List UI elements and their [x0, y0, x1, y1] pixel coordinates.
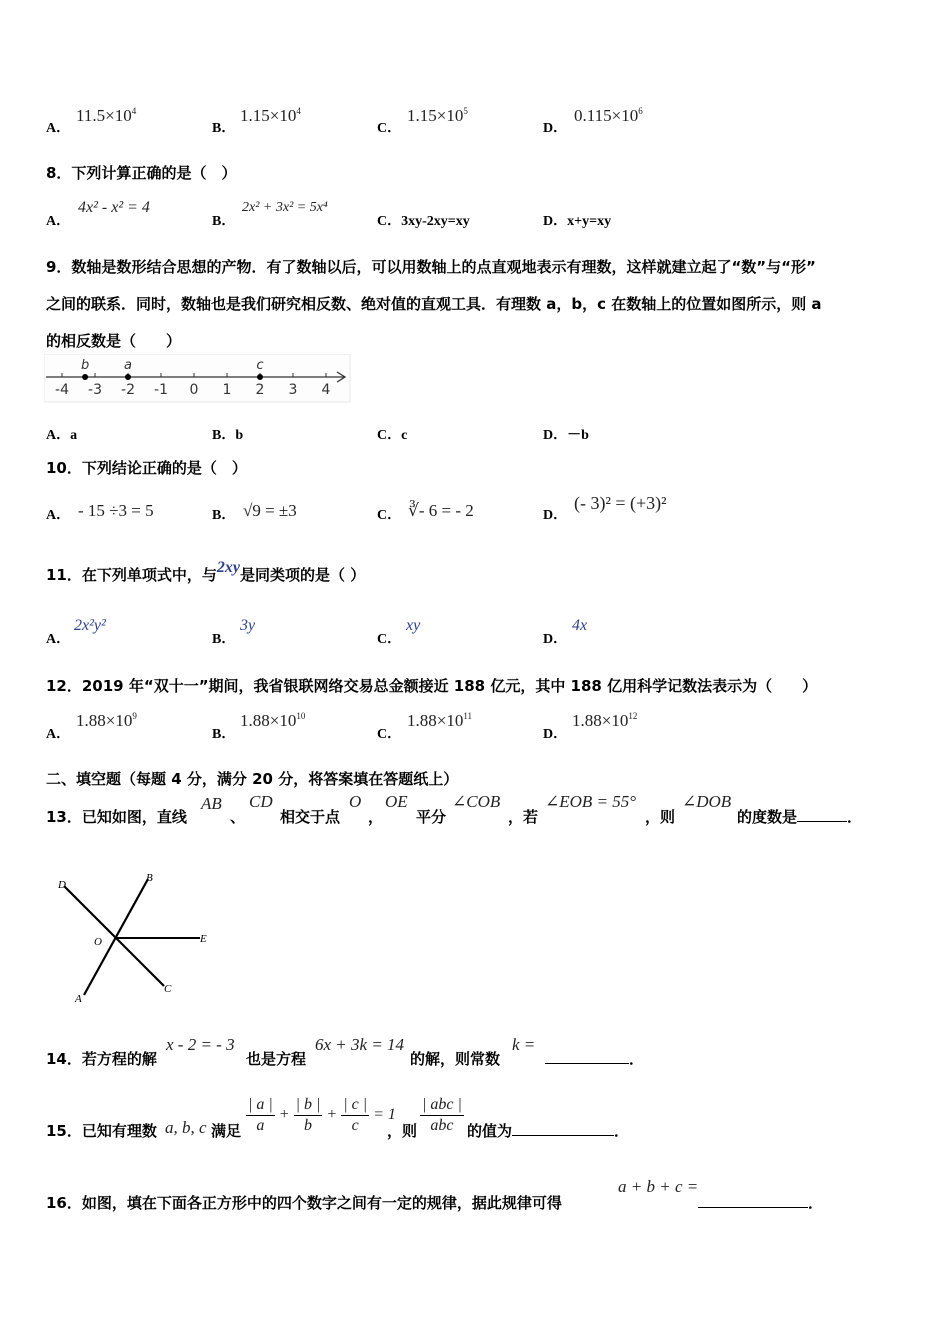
axis-tick-label: -2	[121, 382, 135, 398]
label-b: B	[146, 872, 153, 884]
q12-option-d-label: D．	[543, 727, 568, 742]
axis-tick-label: 1	[222, 382, 232, 398]
q14-text-1: 14．若方程的解	[46, 1050, 157, 1068]
axis-tick-label: -4	[55, 382, 69, 398]
axis-tick-label: 0	[189, 382, 199, 398]
q12-option-c-label: C．	[377, 727, 402, 742]
q14-eq1: x - 2 = - 3	[166, 1035, 235, 1054]
q16-text: 16．如图，填在下面各正方形中的四个数字之间有一定的规律，据此规律可得	[46, 1194, 562, 1212]
label-c: C	[164, 983, 172, 995]
q11-term: 2xy	[216, 559, 240, 576]
q11-option-a-expr: 2x²y²	[74, 617, 106, 634]
q15-text-2: 满足	[211, 1122, 242, 1140]
q13-text-5: ，则	[645, 808, 676, 826]
q11-option-b-expr: 3y	[240, 617, 256, 634]
q11-option-c-label: C．	[377, 632, 402, 647]
section-fill-in-title: 二、填空题（每题 4 分，满分 20 分，将答案填在答题纸上）	[46, 770, 459, 788]
q13-text-1: 13．已知如图，直线	[46, 808, 187, 826]
q11-option-a-label: A．	[46, 632, 71, 647]
q15-text-4: 的值为 ．	[467, 1122, 630, 1140]
q9-stem-line3: 的相反数是（ ）	[46, 332, 182, 350]
q15-condition: $\frac{| a |}{a}$ + $\frac{| b |}{b}$ + $\frac{| c |}{c}$ = 1	[248, 1096, 396, 1134]
q13-answer-blank[interactable]	[797, 807, 847, 822]
q7-option-c-expr: $1.15\times 10^5$	[407, 106, 468, 125]
q9-option-b: B．b	[212, 428, 244, 443]
q14-answer-blank[interactable]	[545, 1049, 629, 1064]
q10-option-d-label: D．	[543, 508, 568, 523]
axis-point-label-a: a	[124, 358, 132, 373]
q13-o: O	[349, 792, 362, 811]
number-line-figure	[44, 354, 354, 404]
label-e: E	[200, 933, 207, 945]
q14-text-2: 也是方程	[246, 1050, 307, 1068]
q8-option-a-label: A．	[46, 214, 71, 229]
q13-text-6: 的度数是 ．	[737, 808, 863, 826]
q12-option-c-expr: $1.88\times 10^{11}$	[407, 711, 473, 730]
q12-stem: 12．2019 年“双十一”期间，我省银联网络交易总金额接近 188 亿元，其中 188 亿用科学记数法表示为（ ）	[46, 677, 818, 695]
q12-option-d-expr: $1.88\times 10^{12}$	[572, 711, 638, 730]
axis-point-b	[82, 374, 88, 380]
q13-text-4: ，若	[508, 808, 539, 826]
q13-oe: OE	[385, 792, 408, 811]
q11-stem: 11．在下列单项式中，与2xy是同类项的是（ ）	[46, 559, 366, 584]
q14-k: k =	[512, 1035, 536, 1054]
axis-tick-label: 2	[255, 382, 265, 398]
q11-option-d-label: D．	[543, 632, 568, 647]
q8-stem: 8．下列计算正确的是（ ）	[46, 164, 237, 182]
q9-stem-line2: 之间的联系．同时，数轴也是我们研究相反数、绝对值的直观工具．有理数 a，b，c 在数轴上的位置如图所示，则 a	[46, 295, 822, 313]
q12-option-b-expr: $1.88\times 10^{10}$	[240, 711, 306, 730]
q15-text-1: 15．已知有理数	[46, 1122, 157, 1140]
q13-text-3: 平分	[416, 808, 447, 826]
q10-option-d-expr: (- 3)² = (+3)²	[574, 493, 667, 513]
q8-option-c: C．3xy-2xy=xy	[377, 214, 470, 229]
q15-vars: a, b, c	[165, 1118, 207, 1137]
q10-option-b-label: B．	[212, 508, 236, 523]
q15-answer-blank[interactable]	[512, 1121, 614, 1136]
q14-eq2: 6x + 3k = 14	[315, 1035, 405, 1054]
q10-stem: 10．下列结论正确的是（ ）	[46, 459, 247, 477]
q13-angle-eob: ∠EOB = 55°	[545, 792, 637, 811]
q11-option-d-expr: 4x	[572, 617, 588, 634]
q10-option-c-expr: ∛- 6 = - 2	[408, 501, 474, 520]
q12-option-a-label: A．	[46, 727, 71, 742]
q8-option-b-label: B．	[212, 214, 236, 229]
q13-text-2: 相交于点	[280, 808, 341, 826]
q7-option-d-expr: $0.115\times 10^6$	[574, 106, 643, 125]
q10-option-b-expr: √9 = ±3	[243, 501, 297, 520]
q7-option-c: C．	[377, 121, 402, 136]
q10-option-c-label: C．	[377, 508, 402, 523]
q14-answer: ．	[545, 1048, 644, 1069]
q16-expr: a + b + c =	[618, 1177, 699, 1196]
q14-text-3: 的解，则常数	[410, 1050, 501, 1068]
q7-option-d: D．	[543, 121, 568, 136]
q8-option-d: D．x+y=xy	[543, 214, 612, 229]
q11-option-b-label: B．	[212, 632, 236, 647]
q7-option-b-expr: $1.15\times 10^4$	[240, 106, 301, 125]
q7-option-a-expr: $11.5\times 10^4$	[76, 106, 137, 125]
axis-tick-label: 3	[288, 382, 298, 398]
q13-angle-cob: ∠COB	[452, 792, 501, 811]
axis-point-label-c: c	[256, 358, 264, 373]
q16-answer-blank[interactable]	[698, 1193, 808, 1208]
q13-ab: AB	[201, 794, 222, 813]
q7-option-b: B．	[212, 121, 236, 136]
q8-option-b-expr: 2x² + 3x² = 5x⁴	[242, 200, 328, 215]
q13-angle-dob: ∠DOB	[682, 792, 732, 811]
q9-option-a: A．a	[46, 428, 78, 443]
label-d: D	[58, 879, 66, 891]
axis-tick-label: -3	[88, 382, 102, 398]
q10-option-a-label: A．	[46, 508, 71, 523]
q16-answer: ．	[698, 1192, 823, 1213]
q13-cd: CD	[249, 792, 273, 811]
q13-sep: 、	[230, 808, 246, 826]
q13-angle-figure	[52, 870, 222, 1010]
q15-fraction: $\frac{\text{| abc |}}{\text{abc}}$	[422, 1096, 462, 1134]
axis-point-label-b: b	[80, 358, 90, 373]
axis-point-c	[257, 374, 263, 380]
axis-tick-label: -1	[154, 382, 168, 398]
axis-tick-label: 4	[321, 382, 331, 398]
q9-stem-line1: 9．数轴是数形结合思想的产物．有了数轴以后，可以用数轴上的点直观地表示有理数，这样就建立起了“数”与“形”	[46, 258, 816, 276]
q8-option-a-expr: 4x² - x² = 4	[78, 199, 150, 216]
q9-option-c: C．c	[377, 428, 408, 443]
q7-option-a: A．	[46, 121, 71, 136]
q11-option-c-expr: xy	[406, 617, 421, 634]
q15-text-3: ，则	[387, 1122, 418, 1140]
q9-option-d: D．－b	[543, 428, 589, 443]
q10-option-a-expr: - 15 ÷3 = 5	[78, 501, 154, 520]
label-a: A	[75, 993, 82, 1005]
q12-option-b-label: B．	[212, 727, 236, 742]
line-dc	[64, 886, 164, 986]
label-o: O	[94, 936, 102, 948]
q12-option-a-expr: $1.88\times 10^9$	[76, 711, 137, 730]
axis-point-a	[125, 374, 131, 380]
q13-comma: ，	[368, 808, 384, 826]
